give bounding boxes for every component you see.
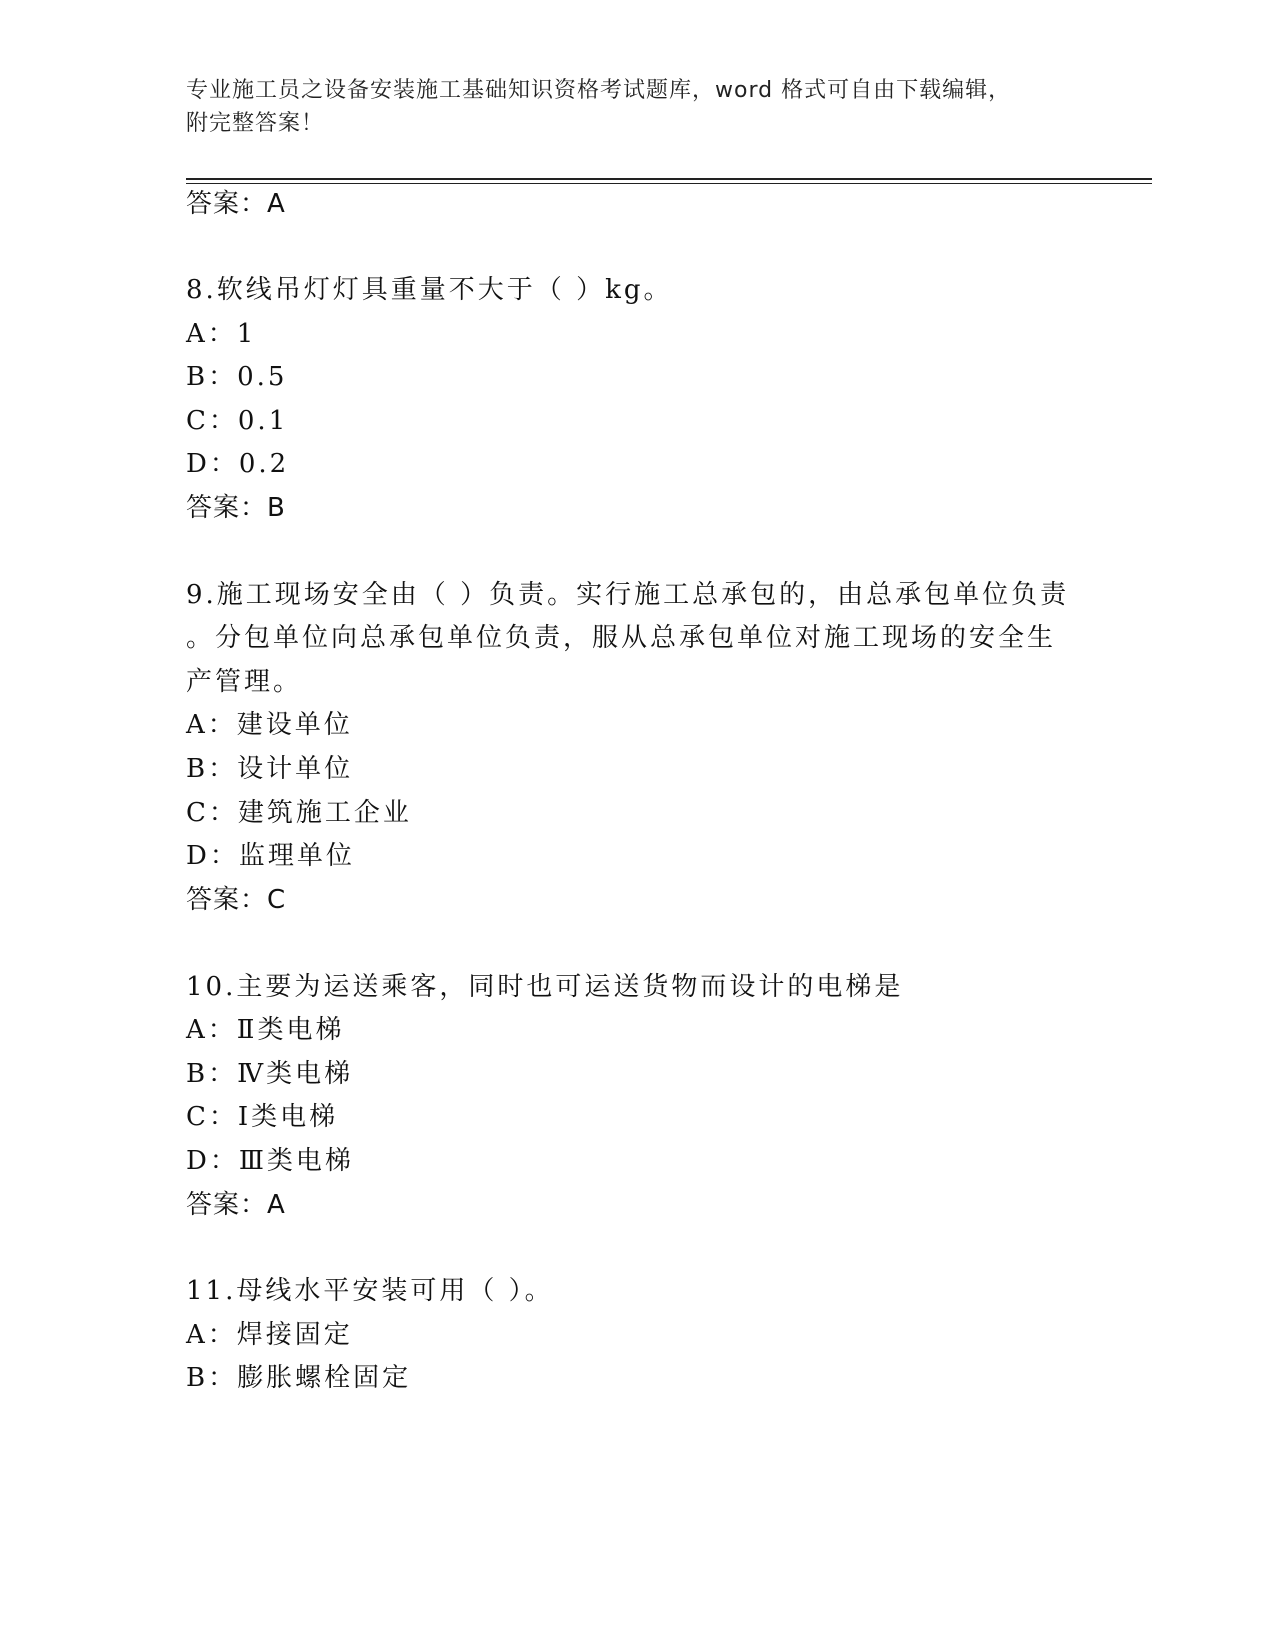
question-10-option-d: D：Ⅲ类电梯 — [186, 1146, 354, 1176]
question-9-option-d: D：监理单位 — [186, 841, 355, 871]
question-8-stem: 8.软线吊灯灯具重量不大于（ ）kg。 — [186, 275, 673, 305]
question-9-stem-line-1: 9.施工现场安全由（ ）负责。实行施工总承包的，由总承包单位负责 — [186, 580, 1070, 610]
answer-q9: 答案：C — [186, 885, 287, 915]
header-line-2: 附完整答案！ — [186, 111, 325, 136]
document-header — [186, 74, 1086, 140]
question-9-stem-line-2: 。分包单位向总承包单位负责，服从总承包单位对施工现场的安全生 — [186, 623, 1057, 653]
question-10-option-b: B：Ⅳ类电梯 — [186, 1059, 354, 1089]
question-9-option-a: A：建设单位 — [186, 710, 353, 740]
question-10-option-c: C：Ⅰ类电梯 — [186, 1102, 339, 1132]
question-11-option-a: A：焊接固定 — [186, 1320, 353, 1350]
question-8-option-b: B：0.5 — [186, 362, 288, 392]
question-9-stem-line-3: 产管理。 — [186, 667, 303, 697]
answer-q10: 答案：A — [186, 1190, 286, 1220]
answer-q8: 答案：B — [186, 493, 286, 523]
header-rule-thin — [186, 183, 1152, 184]
answer-q7: 答案：A — [186, 189, 286, 219]
question-9-option-c: C：建筑施工企业 — [186, 798, 412, 828]
header-rule-thick — [186, 178, 1152, 180]
question-10-stem: 10.主要为运送乘客，同时也可运送货物而设计的电梯是 — [186, 972, 904, 1002]
question-8-option-c: C：0.1 — [186, 406, 289, 436]
header-line-1: 专业施工员之设备安装施工基础知识资格考试题库，word 格式可自由下载编辑， — [186, 78, 1012, 103]
question-9-option-b: B：设计单位 — [186, 754, 354, 784]
question-11-stem: 11.母线水平安装可用（ ）。 — [186, 1276, 554, 1306]
question-8-option-d: D：0.2 — [186, 449, 290, 479]
question-11-option-b: B：膨胀螺栓固定 — [186, 1363, 412, 1393]
question-8-option-a: A：1 — [186, 319, 257, 349]
question-10-option-a: A：Ⅱ类电梯 — [186, 1015, 345, 1045]
